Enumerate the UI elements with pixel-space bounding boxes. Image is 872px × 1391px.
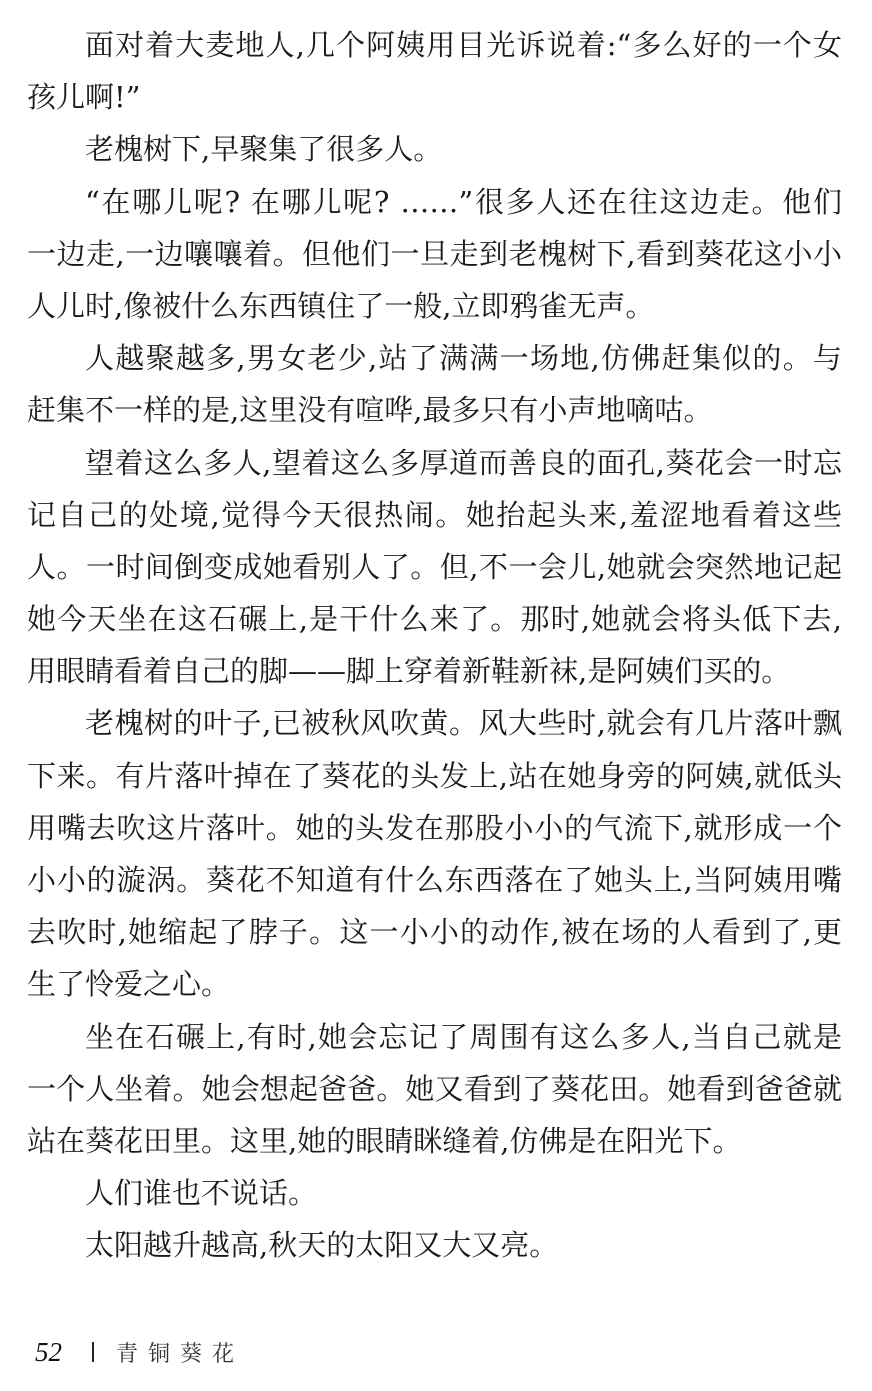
paragraph [27,1167,842,1219]
text-line: 赶集不一样的是,这里没有喧哗,最多只有小声地嘀咕。 [27,393,713,428]
text-line: 记自己的处境,觉得今天很热闹。她抬起头来,羞涩地看着这些 [27,497,842,532]
text-line: 面对着大麦地人,几个阿姨用目光诉说着:“多么好的一个女 [85,28,842,62]
text-line: 太阳越升越高,秋天的太阳又大又亮。 [85,1228,559,1263]
paragraph [27,697,842,1010]
text-line: 去吹时,她缩起了脖子。这一小小的动作,被在场的人看到了,更 [27,915,842,950]
text-line: 生了怜爱之心。 [27,967,231,1002]
text-line: 小小的漩涡。葵花不知道有什么东西落在了她头上,当阿姨用嘴 [27,863,842,897]
paragraph [27,1219,842,1271]
text-line: 孩儿啊!” [27,80,141,115]
text-line: 一个人坐着。她会想起爸爸。她又看到了葵花田。她看到爸爸就 [27,1071,842,1106]
paragraph [27,19,842,123]
text-line: “在哪儿呢? 在哪儿呢? ……”很多人还在往这边走。他们 [85,184,842,219]
text-line: 人越聚越多,男女老少,站了满满一场地,仿佛赶集似的。与 [85,341,842,376]
text-line: 用眼睛看着自己的脚——脚上穿着新鞋新袜,是阿姨们买的。 [27,654,791,689]
text-line: 下来。有片落叶掉在了葵花的头发上,站在她身旁的阿姨,就低头 [27,758,842,793]
paragraph [27,176,842,333]
text-line: 坐在石碾上,有时,她会忘记了周围有这么多人,当自己就是 [85,1019,842,1054]
text-line: 用嘴去吹这片落叶。她的头发在那股小小的气流下,就形成一个 [27,810,842,845]
footer-divider [92,1342,94,1362]
text-line: 人。一时间倒变成她看别人了。但,不一会儿,她就会突然地记起 [27,549,842,584]
page-footer [35,1332,244,1372]
paragraph [27,1011,842,1168]
paragraph [27,332,842,436]
body-text [27,19,842,1272]
paragraph [27,123,842,175]
text-line: 老槐树下,早聚集了很多人。 [85,132,443,167]
page-number: 52 [35,1336,62,1367]
text-line: 人们谁也不说话。 [85,1176,318,1211]
text-line: 望着这么多人,望着这么多厚道而善良的面孔,葵花会一时忘 [85,445,842,480]
text-line: 站在葵花田里。这里,她的眼睛眯缝着,仿佛是在阳光下。 [27,1123,742,1158]
book-title: 青铜葵花 [116,1341,245,1367]
paragraph [27,437,842,698]
text-line: 她今天坐在这石碾上,是干什么来了。那时,她就会将头低下去, [27,602,842,637]
text-line: 人儿时,像被什么东西镇住了一般,立即鸦雀无声。 [27,288,655,323]
text-line: 老槐树的叶子,已被秋风吹黄。风大些时,就会有几片落叶飘 [85,706,842,741]
text-line: 一边走,一边嚷嚷着。但他们一旦走到老槐树下,看到葵花这小小 [27,236,842,271]
